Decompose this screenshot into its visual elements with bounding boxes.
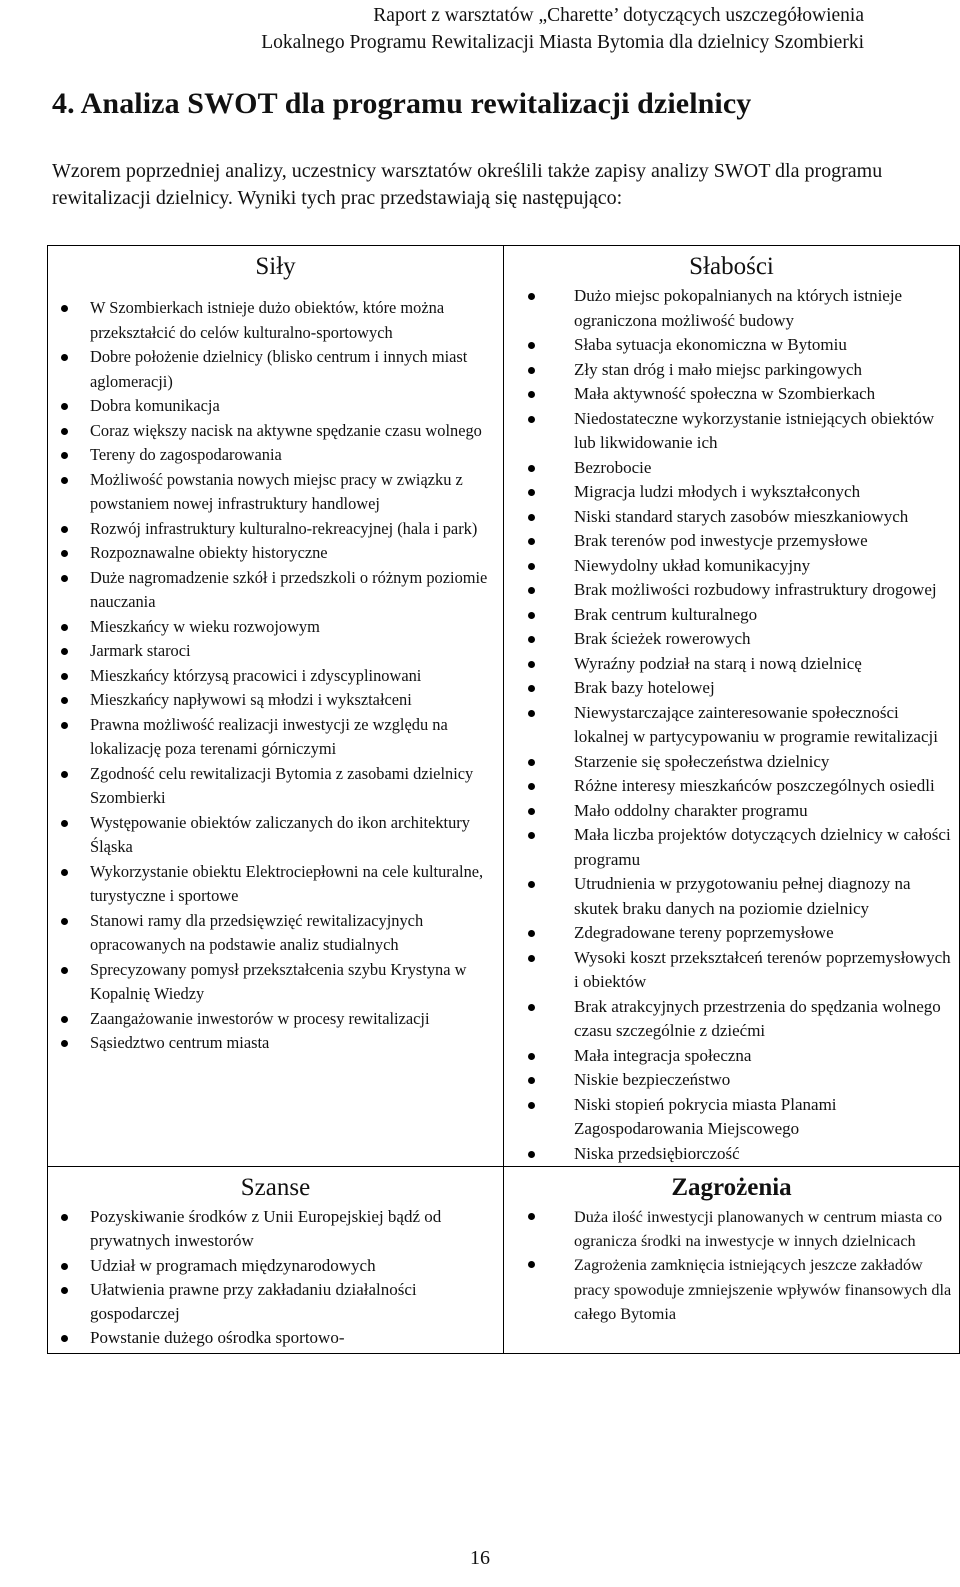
list-item [48, 419, 503, 444]
bullet-icon [528, 881, 535, 888]
list-item [504, 1093, 959, 1142]
bullet-icon [528, 367, 535, 374]
weaknesses-cell [504, 246, 960, 1167]
list-item-text: Tereny do zagospodarowania [90, 445, 282, 464]
bullet-icon [528, 1261, 535, 1268]
list-item-text: Niewydolny układ komunikacyjny [574, 555, 811, 575]
list-item-text: Dobra komunikacja [90, 396, 220, 415]
bullet-icon [528, 612, 535, 619]
list-item [48, 762, 503, 811]
bullet-icon [61, 526, 68, 533]
bullet-icon [61, 403, 68, 410]
bullet-icon [61, 697, 68, 704]
list-item [504, 1205, 959, 1253]
list-item-text: Migracja ludzi młodych i wykształconych [574, 482, 861, 501]
list-item-text: Brak ścieżek rowerowych [574, 629, 751, 648]
bullet-icon [528, 636, 535, 643]
list-item-text: Różne interesy mieszkańców poszczególnych osiedli [574, 776, 935, 795]
list-item-text: Jarmark staroci [90, 641, 191, 660]
header-line-2: Lokalnego Programu Rewitalizacji Miasta Bytomia dla dzielnicy Szombierki [261, 32, 864, 53]
bullet-icon [528, 563, 535, 570]
document-header [261, 2, 864, 56]
bullet-icon [528, 1213, 535, 1220]
list-item-text: Występowanie obiektów zaliczanych do ikon architektury Śląska [90, 812, 470, 856]
bullet-icon [61, 452, 68, 459]
bullet-icon [61, 477, 68, 484]
list-item-text: Niska przedsiębiorczość [574, 1143, 740, 1163]
list-item-text: Ułatwienia prawne przy zakładaniu działalności gospodarczej [90, 1279, 417, 1324]
list-item [504, 407, 959, 456]
list-item-text: Duża ilość inwestycji planowanych w centrum miasta co ogranicza środki na inwestycje w innych dzielnicach [574, 1208, 943, 1251]
list-item-text: Zgodność celu rewitalizacji Bytomia z zasobami dzielnicy Szombierki [90, 763, 474, 807]
list-item [48, 517, 503, 542]
list-item-text: Udział w programach międzynarodowych [90, 1255, 376, 1275]
list-item [48, 541, 503, 566]
list-item [48, 909, 503, 958]
list-item-text: Utrudnienia w przygotowaniu pełnej diagnozy na skutek braku danych na poziomie dzielnicy [574, 874, 911, 918]
bullet-icon [528, 1053, 535, 1060]
list-item [504, 627, 959, 652]
bullet-icon [61, 1263, 68, 1270]
list-item [504, 358, 959, 383]
list-item-text: Wysoki koszt przekształceń terenów poprzemysłowych i obiektów [574, 947, 951, 991]
list-item [48, 1326, 503, 1350]
section-title: 4. Analiza SWOT dla programu rewitalizacji dzielnicy [52, 87, 752, 120]
list-item [48, 296, 503, 345]
list-item [48, 860, 503, 909]
list-item-text: Sąsiedztwo centrum miasta [90, 1033, 270, 1052]
list-item-text: Mieszkańcy którzysą pracowici i zdyscyplinowani [90, 665, 422, 685]
list-item [48, 1254, 503, 1278]
bullet-icon [61, 722, 68, 729]
list-item-text: Zagrożenia zamknięcia istniejących jeszcze zakładów pracy spowoduje zmniejszenie wpływów finansowych dla całego Bytomia [574, 1256, 952, 1323]
list-item [504, 284, 959, 333]
bullet-icon [61, 820, 68, 827]
list-item-text: Mała liczba projektów dotyczących dzielnicy w całości programu [574, 825, 951, 869]
list-item-text: Niewystarczające zainteresowanie społeczności lokalnej w partycypowaniu w programie rewitalizacji [574, 702, 938, 746]
list-item [504, 823, 959, 872]
bullet-icon [528, 930, 535, 937]
opportunities-list [48, 1205, 503, 1353]
list-item [504, 505, 959, 530]
list-item [48, 958, 503, 1007]
list-item-text: Mała integracja społeczna [574, 1045, 752, 1065]
list-item-text: Starzenie się społeczeństwa dzielnicy [574, 751, 830, 771]
list-item [48, 664, 503, 689]
list-item [504, 774, 959, 799]
list-item-text: Bezrobocie [574, 457, 652, 477]
intro-paragraph: Wzorem poprzedniej analizy, uczestnicy warsztatów określili także zapisy analizy SWOT dla programu rewitalizacji dzielnicy. Wyniki tych prac przedstawiają się następująco: [52, 160, 883, 209]
bullet-icon [61, 550, 68, 557]
list-item [48, 1007, 503, 1032]
opportunities-title: Szanse [240, 1174, 311, 1201]
list-item-text: Mieszkańcy napływowi są młodzi i wykształceni [90, 690, 412, 709]
list-item-text: Wyraźny podział na starą i nową dzielnicę [574, 653, 862, 673]
bullet-icon [528, 514, 535, 521]
list-item [504, 1068, 959, 1093]
list-item-text: Niskie bezpieczeństwo [574, 1070, 731, 1089]
list-item-text: Coraz większy nacisk na aktywne spędzanie czasu wolnego [90, 420, 482, 440]
list-item-text: Mała aktywność społeczna w Szombierkach [574, 384, 876, 403]
list-item [48, 1031, 503, 1056]
bullet-icon [61, 673, 68, 680]
list-item [504, 995, 959, 1044]
list-item-text: Sprecyzowany pomysł przekształcenia szybu Krystyna w Kopalnię Wiedzy [90, 959, 467, 1003]
list-item-text: Brak atrakcyjnych przestrzenia do spędzania wolnego czasu szczególnie z dziećmi [574, 996, 941, 1040]
list-item-text: Pozyskiwanie środków z Unii Europejskiej bądź od prywatnych inwestorów [90, 1207, 442, 1251]
bullet-icon [528, 661, 535, 668]
bullet-icon [61, 967, 68, 974]
list-item-text: Prawna możliwość realizacji inwestycji ze względu na lokalizację poza terenami górniczymi [90, 714, 448, 758]
list-item [504, 701, 959, 750]
list-item-text: Zły stan dróg i mało miejsc parkingowych [574, 359, 862, 379]
threats-list [504, 1205, 959, 1328]
list-item [48, 1278, 503, 1327]
bullet-icon [528, 587, 535, 594]
list-item [48, 468, 503, 517]
list-item [504, 652, 959, 677]
list-item [48, 1205, 503, 1254]
swot-row-internal [48, 246, 960, 1167]
bullet-icon [61, 1287, 68, 1294]
list-item-text: Brak centrum kulturalnego [574, 604, 758, 624]
list-item [504, 799, 959, 824]
list-item [504, 1044, 959, 1069]
list-item-text: Mało oddolny charakter programu [574, 800, 808, 820]
list-item-text: Zaangażowanie inwestorów w procesy rewitalizacji [90, 1008, 430, 1028]
bullet-icon [528, 465, 535, 472]
bullet-icon [528, 489, 535, 496]
list-item-text: Brak terenów pod inwestycje przemysłowe [574, 531, 868, 550]
weaknesses-list [504, 284, 959, 1166]
opportunities-cell [48, 1167, 504, 1354]
strengths-title: Siły [255, 253, 296, 280]
list-item-text: Możliwość powstania nowych miejsc pracy w związku z powstaniem nowej infrastruktury handlowej [90, 469, 463, 513]
list-item [504, 603, 959, 628]
list-item [504, 750, 959, 775]
bullet-icon [61, 648, 68, 655]
bullet-icon [528, 391, 535, 398]
list-item [48, 713, 503, 762]
list-item [48, 615, 503, 640]
bullet-icon [61, 1214, 68, 1221]
list-item-text: Zdegradowane tereny poprzemysłowe [574, 923, 834, 942]
list-item-text: Mieszkańcy w wieku rozwojowym [90, 616, 320, 636]
list-item [504, 529, 959, 554]
strengths-cell [48, 246, 504, 1167]
bullet-icon [61, 428, 68, 435]
list-item-text: Stanowi ramy dla przedsięwzięć rewitalizacyjnych opracowanych na podstawie analiz studialnych [90, 910, 424, 954]
bullet-icon [528, 1102, 535, 1109]
list-item-text: Rozpoznawalne obiekty historyczne [90, 543, 328, 562]
bullet-icon [61, 1335, 68, 1342]
list-item [504, 578, 959, 603]
list-item [504, 1253, 959, 1326]
list-item [504, 333, 959, 358]
bullet-icon [528, 416, 535, 423]
header-line-1: Raport z warsztatów „Charette’ dotyczących uszczegółowienia [373, 5, 864, 26]
page-number: 16 [470, 1547, 490, 1569]
bullet-icon [61, 575, 68, 582]
bullet-icon [528, 808, 535, 815]
list-item [504, 921, 959, 946]
list-item [504, 946, 959, 995]
threats-title: Zagrożenia [671, 1174, 792, 1201]
list-item-text: Powstanie dużego ośrodka sportowo- [90, 1328, 345, 1348]
weaknesses-title: Słabości [689, 253, 774, 280]
strengths-list [48, 296, 503, 1056]
bullet-icon [528, 759, 535, 766]
bullet-icon [61, 918, 68, 925]
bullet-icon [528, 685, 535, 692]
threats-cell [504, 1167, 960, 1354]
list-item [504, 456, 959, 481]
list-item-text: W Szombierkach istnieje dużo obiektów, które można przekształcić do celów kulturalno-sportowych [90, 298, 445, 342]
list-item [504, 554, 959, 579]
list-item [48, 443, 503, 468]
list-item-text: Wykorzystanie obiektu Elektrociepłowni na cele kulturalne, turystyczne i sportowe [90, 861, 484, 905]
bullet-icon [528, 832, 535, 839]
bullet-icon [528, 955, 535, 962]
bullet-icon [528, 783, 535, 790]
list-item [48, 811, 503, 860]
list-item [504, 872, 959, 921]
list-item [504, 1142, 959, 1167]
list-item [48, 639, 503, 664]
bullet-icon [528, 538, 535, 545]
list-item-text: Dobre położenie dzielnicy (blisko centrum i innych miast aglomeracji) [90, 347, 468, 391]
list-item [48, 688, 503, 713]
list-item-text: Niski standard starych zasobów mieszkaniowych [574, 506, 909, 526]
bullet-icon [61, 624, 68, 631]
bullet-icon [528, 1004, 535, 1011]
list-item-text: Dużo miejsc pokopalnianych na których istnieje ograniczona możliwość budowy [574, 286, 903, 330]
swot-row-external [48, 1167, 960, 1354]
bullet-icon [528, 342, 535, 349]
list-item-text: Niski stopień pokrycia miasta Planami Zagospodarowania Miejscowego [574, 1094, 837, 1138]
list-item [48, 394, 503, 419]
list-item-text: Słaba sytuacja ekonomiczna w Bytomiu [574, 335, 847, 354]
bullet-icon [528, 1077, 535, 1084]
list-item [504, 382, 959, 407]
list-item-text: Duże nagromadzenie szkół i przedszkoli o różnym poziomie nauczania [90, 567, 488, 611]
list-item-text: Brak możliwości rozbudowy infrastruktury drogowej [574, 580, 937, 599]
list-item-text: Rozwój infrastruktury kulturalno-rekreacyjnej (hala i park) [90, 518, 478, 538]
bullet-icon [61, 1016, 68, 1023]
bullet-icon [61, 869, 68, 876]
bullet-icon [528, 710, 535, 717]
bullet-icon [528, 1151, 535, 1158]
list-item-text: Brak bazy hotelowej [574, 678, 715, 697]
bullet-icon [61, 771, 68, 778]
list-item [504, 480, 959, 505]
list-item [48, 566, 503, 615]
list-item-text: Niedostateczne wykorzystanie istniejących obiektów lub likwidowanie ich [574, 408, 935, 452]
bullet-icon [61, 1040, 68, 1047]
swot-table [47, 245, 960, 1354]
bullet-icon [61, 354, 68, 361]
bullet-icon [61, 305, 68, 312]
bullet-icon [528, 293, 535, 300]
list-item [504, 676, 959, 701]
list-item [48, 345, 503, 394]
